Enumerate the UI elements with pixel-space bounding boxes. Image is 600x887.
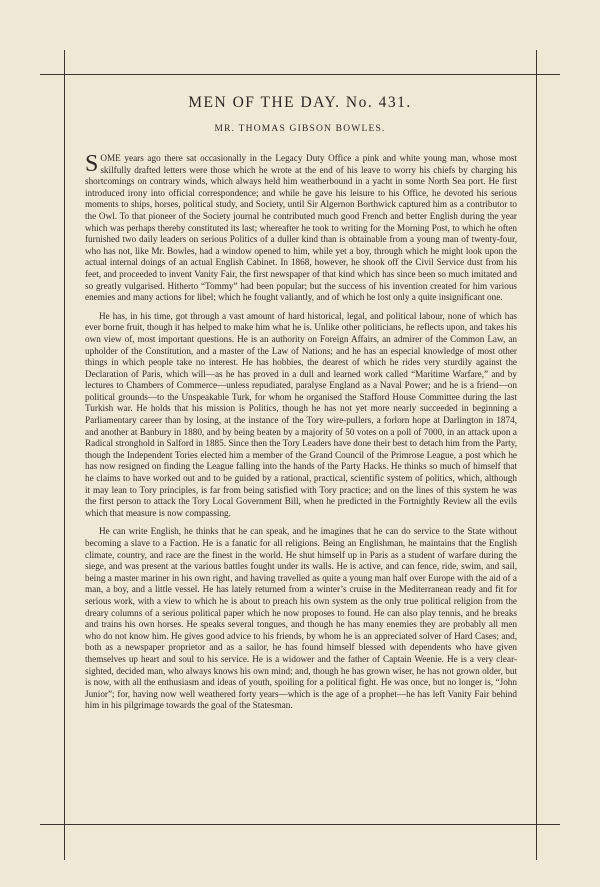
paragraph-1-text: OME years ago there sat occasionally in the Legacy Duty Office a pink and white young man, whose most skilfully drafted letters were those which he wrote at the end of his leave to worry his chiefs by charging his shortcomings on contrary winds, which always held him weatherbound in a yacht in some North Sea port. He first introduced irony into official correspondence; and while he gave his leisure to his Office, he devoted his serious moments to ships, horses, political study, and Society, until Sir Algernon Borthwick captured him as a contributor to the Owl. To that pioneer of the Society journal he contributed much good French and better English during the year which was perhaps thereby constituted its last; whereafter he took to writing for the Morning Post, to which he often furnished two daily leaders on serious Politics of a duller kind than is obtainable from a young man of twenty-four, who has not, like Mr. Bowles, had a window opened to him, while yet a boy, through which he might look upon the actual internal doings of an actual English Cabinet. In 1868, however, he shook off the Civil Service dust from his feet, and proceeded to invent Vanity Fair, the first newspaper of that kind which has since been so much imitated and so greatly vulgarised. Hitherto “Tommy” had been popular; but the success of his invention created for him various enemies and many actions for libel; which he fought valiantly, and of which he lost only a quite insignificant one. xyxy=(85,153,517,303)
paragraph-1 xyxy=(85,153,517,304)
article-body xyxy=(85,153,517,719)
frame-top-rule xyxy=(40,74,560,75)
drop-cap: S xyxy=(85,151,99,177)
series-title: MEN OF THE DAY. No. 431. xyxy=(188,94,412,111)
subject-title: MR. THOMAS GIBSON BOWLES. xyxy=(214,124,386,134)
paragraph-3: He can write English, he thinks that he can speak, and he imagines that he can do service to the State without becoming a slave to a Faction. He is a fanatic for all religions. Being an Englishman, he maintains that the English climate, country, and race are the finest in the world. He shut himself up in Paris as a student of warfare during the siege, and was present at the various battles fought under its walls. He is active, and can fence, ride, swim, and sail, being a master mariner in his own right, and having travelled as quite a young man half over Europe with the aid of a man, a boy, and a little vessel. He has lately returned from a winter’s cruise in the Mediterranean ready and fit for serious work, with a view to which he is about to preach his own system as the only true political religion from the dreary columns of a serious political paper which he now proposes to found. He can also play tennis, and he breaks and trains his own horses. He speaks several tongues, and though he has many enemies they are probably all men who do not know him. He gives good advice to his friends, by whom he is an appreciated solver of Hard Cases; and, both as a newspaper proprietor and as a sailor, he has found himself blessed with dependents who have given themselves up heart and soul to his service. He is a widower and the father of Captain Weenie. He is a very clear-sighted, decided man, who always knows his own mind; and, though he has grown wiser, he has not grown older, but is now, with all the enthusiasm and ideas of youth, spoiling for a political fight. He was once, but no longer is, “John Junior”; for, having now well weathered forty years—which is the age of a prophet—he has left Vanity Fair behind him in his pilgrimage towards the goal of the Statesman. xyxy=(85,526,517,711)
frame-bottom-rule xyxy=(40,824,560,825)
frame-left-rule xyxy=(64,50,65,860)
paragraph-2: He has, in his time, got through a vast amount of hard historical, legal, and political labour, none of which has ever borne fruit, though it has helped to make him what he is. Unlike other politicians, he reflects upon, and takes his own view of, most important questions. He is an authority on Foreign Affairs, an admirer of the Common Law, an upholder of the Constitution, and a master of the Law of Nations; and he has an especial knowledge of most other things in which people take no interest. He has hobbies, the dearest of which he rides very sturdily against the Declaration of Paris, which will—as he has proved in a dull and learned work called “Maritime Warfare,” and by lectures to Chambers of Commerce—unless repudiated, paralyse England as a Naval Power; and he is a friend—on political grounds—to the Unspeakable Turk, for whom he organised the Stafford House Committee during the last Turkish war. He holds that his mission is Politics, though he has not yet more nearly succeeded in beginning a Parliamentary career than by losing, at the instance of the Tory wire-pullers, a forlorn hope at Darlington in 1874, and another at Banbury in 1880, and by being beaten by a majority of 50 votes on a poll of 7000, in an attack upon a Radical stronghold in Salford in 1885. Since then the Tory Leaders have done their best to detach him from the Party, though the Independent Tories elected him a member of the Grand Council of the Primrose League, a post which he has now resigned on finding the League falling into the hands of the Party Hacks. He thinks so much of himself that he claims to have worked out and to be guided by a rational, practical, scientific system of politics, which, although it may lean to Tory principles, is far from being satisfied with Tory practice; and on the lines of this system he was the first person to attack the Tory Local Government Bill, when he predicted in the Fortnightly Review all the evils which that measure is now compassing. xyxy=(85,310,517,518)
frame-right-rule xyxy=(536,50,537,860)
